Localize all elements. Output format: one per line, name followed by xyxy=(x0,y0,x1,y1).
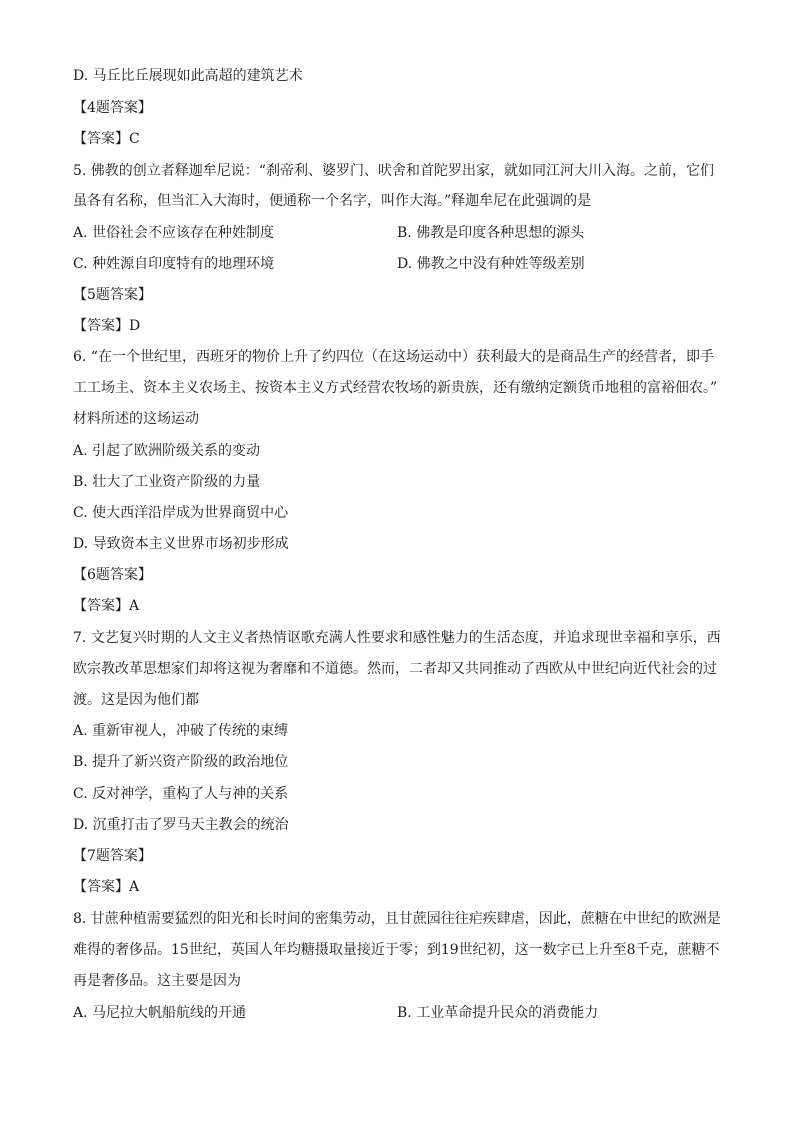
q6-option-d: D. 导致资本主义世界市场初步形成 xyxy=(73,536,289,552)
q7-option-c: C. 反对神学，重构了人与神的关系 xyxy=(73,786,289,802)
q6-stem-line-3: 材料所述的这场运动 xyxy=(73,411,199,427)
q6-answer: 【答案】A xyxy=(73,598,140,614)
q8-stem-line-2: 难得的奢侈品。15世纪，英国人年均糖摄取量接近于零；到19世纪初，这一数字已上升至8千克，蔗糖不 xyxy=(73,942,720,958)
q5-answer-section: 【5题答案】 xyxy=(73,287,152,303)
q4-option-d: D. 马丘比丘展现如此高超的建筑艺术 xyxy=(73,68,303,84)
q5-option-c: C. 种姓源自印度特有的地理环境 xyxy=(73,256,275,272)
q8-option-b: B. 工业革命提升民众的消费能力 xyxy=(397,1005,599,1021)
q6-stem-line-2: 工工场主、资本主义农场主、按资本主义方式经营农牧场的新贵族，还有缴纳定额货币地租的富裕佃农。” xyxy=(73,380,718,396)
q8-stem-line-1: 8. 甘蔗种植需要猛烈的阳光和长时间的密集劳动，且甘蔗园往往疟疾肆虐，因此，蔗糖在中世纪的欧洲是 xyxy=(73,911,721,927)
q8-option-a: A. 马尼拉大帆船航线的开通 xyxy=(73,1005,247,1021)
q6-answer-section: 【6题答案】 xyxy=(73,567,152,583)
q7-option-b: B. 提升了新兴资产阶级的政治地位 xyxy=(73,754,289,770)
q5-option-d: D. 佛教之中没有种姓等级差别 xyxy=(397,256,585,272)
q6-option-b: B. 壮大了工业资产阶级的力量 xyxy=(73,474,261,490)
q8-stem-line-3: 再是奢侈品。这主要是因为 xyxy=(73,973,241,989)
q7-stem-line-2: 欧宗教改革思想家们却将这视为奢靡和不道德。然而，二者却又共同推动了西欧从中世纪向近代社会的过 xyxy=(73,661,717,677)
q6-stem-line-1: 6. “在一个世纪里，西班牙的物价上升了约四位（在这场运动中）获利最大的是商品生产的经营者，即手 xyxy=(73,349,714,365)
q7-option-d: D. 沉重打击了罗马天主教会的统治 xyxy=(73,817,289,833)
q5-answer: 【答案】D xyxy=(73,318,141,334)
q7-answer: 【答案】A xyxy=(73,879,140,895)
q7-answer-section: 【7题答案】 xyxy=(73,848,152,864)
q6-option-c: C. 使大西洋沿岸成为世界商贸中心 xyxy=(73,505,289,521)
q7-option-a: A. 重新审视人，冲破了传统的束缚 xyxy=(73,723,289,739)
q5-stem-line-2: 虽各有名称，但当汇入大海时，便通称一个名字，叫作大海。”释迦牟尼在此强调的是 xyxy=(73,193,592,209)
q4-answer: 【答案】C xyxy=(73,131,140,147)
q4-answer-section: 【4题答案】 xyxy=(73,100,152,116)
q5-stem-line-1: 5. 佛教的创立者释迦牟尼说：“刹帝利、婆罗门、吠舍和首陀罗出家，就如同江河大川入海。之前，它们 xyxy=(73,163,714,179)
q7-stem-line-3: 渡。这是因为他们都 xyxy=(73,692,199,708)
q6-option-a: A. 引起了欧洲阶级关系的变动 xyxy=(73,443,261,459)
q5-option-a: A. 世俗社会不应该存在种姓制度 xyxy=(73,225,275,241)
q7-stem-line-1: 7. 文艺复兴时期的人文主义者热情讴歌充满人性要求和感性魅力的生活态度，并追求现世幸福和享乐，西 xyxy=(73,630,721,646)
q5-option-b: B. 佛教是印度各种思想的源头 xyxy=(397,225,585,241)
